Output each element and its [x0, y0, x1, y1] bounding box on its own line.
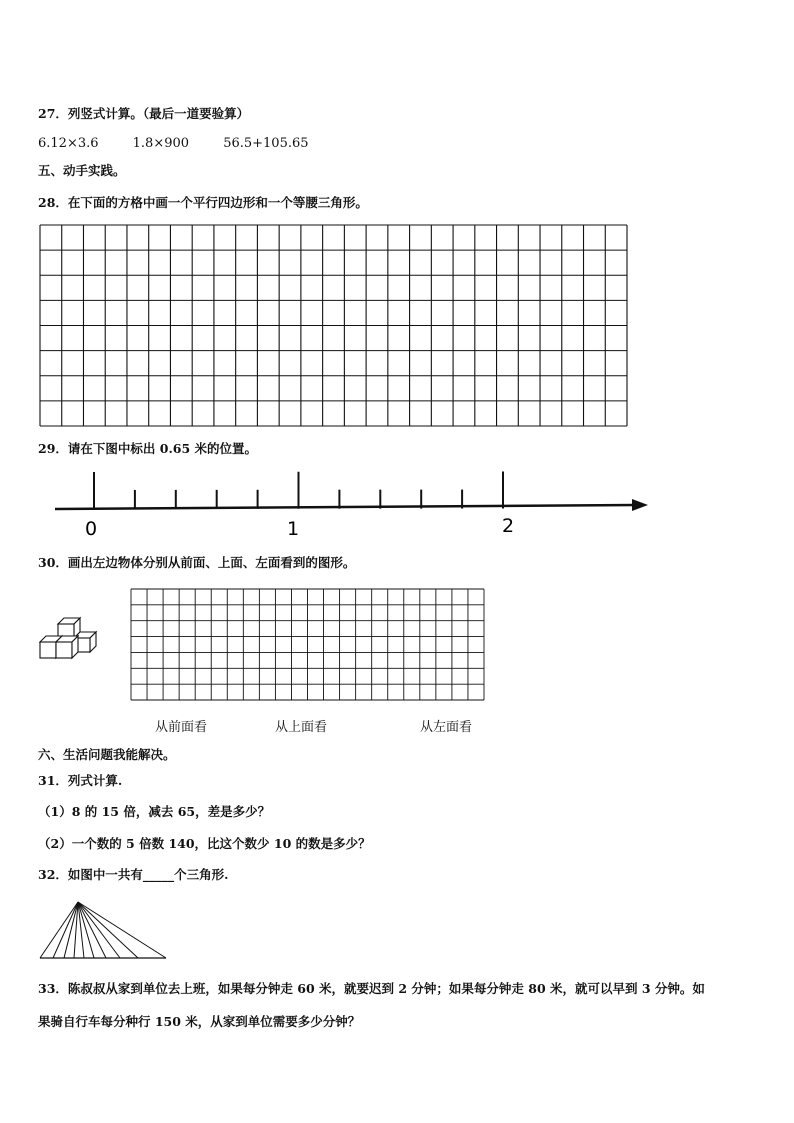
question-31-part-1: （1）8 的 15 倍，减去 65，差是多少？	[38, 804, 271, 819]
tick-label-1: 1	[287, 518, 300, 540]
question-31-title: 31．列式计算.	[38, 773, 123, 788]
question-27-expressions	[38, 136, 339, 151]
number-line[interactable]	[0, 465, 794, 540]
section-5-heading: 五、动手实践。	[38, 163, 126, 178]
expression-2: 1.8×900	[132, 136, 190, 151]
question-33-line-2: 果骑自行车每分种行 150 米，从家到单位需要多少分钟？	[38, 1014, 361, 1029]
view-label-top: 从上面看	[275, 720, 328, 735]
question-29-title: 29．请在下图中标出 0.65 米的位置。	[38, 441, 258, 456]
question-28-title: 28．在下面的方格中画一个平行四边形和一个等腰三角形。	[38, 195, 368, 210]
square-grid-large[interactable]	[40, 225, 628, 427]
triangle-fan-figure	[40, 900, 170, 960]
cube-stack-figure	[38, 612, 104, 662]
question-33-line-1: 33．陈叔叔从家到单位去上班，如果每分钟走 60 米，就要迟到 2 分钟；如果每分钟走 80 米，就可以早到 3 分钟。如	[38, 981, 705, 996]
square-grid-small[interactable]	[131, 589, 484, 701]
question-31-part-2: （2）一个数的 5 倍数 140，比这个数少 10 的数是多少？	[38, 836, 371, 851]
number-line-arrow-icon	[632, 499, 648, 511]
view-label-left: 从左面看	[420, 720, 473, 735]
question-32-title: 32．如图中一共有_____个三角形.	[38, 867, 229, 882]
number-line-axis	[55, 505, 636, 509]
expression-1: 6.12×3.6	[38, 136, 99, 151]
tick-label-0: 0	[85, 518, 98, 540]
section-6-heading: 六、生活问题我能解决。	[38, 747, 176, 762]
question-27-title: 27．列竖式计算。（最后一道要验算）	[38, 106, 250, 121]
tick-label-2: 2	[502, 515, 515, 537]
question-30-title: 30．画出左边物体分别从前面、上面、左面看到的图形。	[38, 555, 356, 570]
view-label-front: 从前面看	[155, 720, 208, 735]
expression-3: 56.5+105.65	[223, 136, 309, 151]
